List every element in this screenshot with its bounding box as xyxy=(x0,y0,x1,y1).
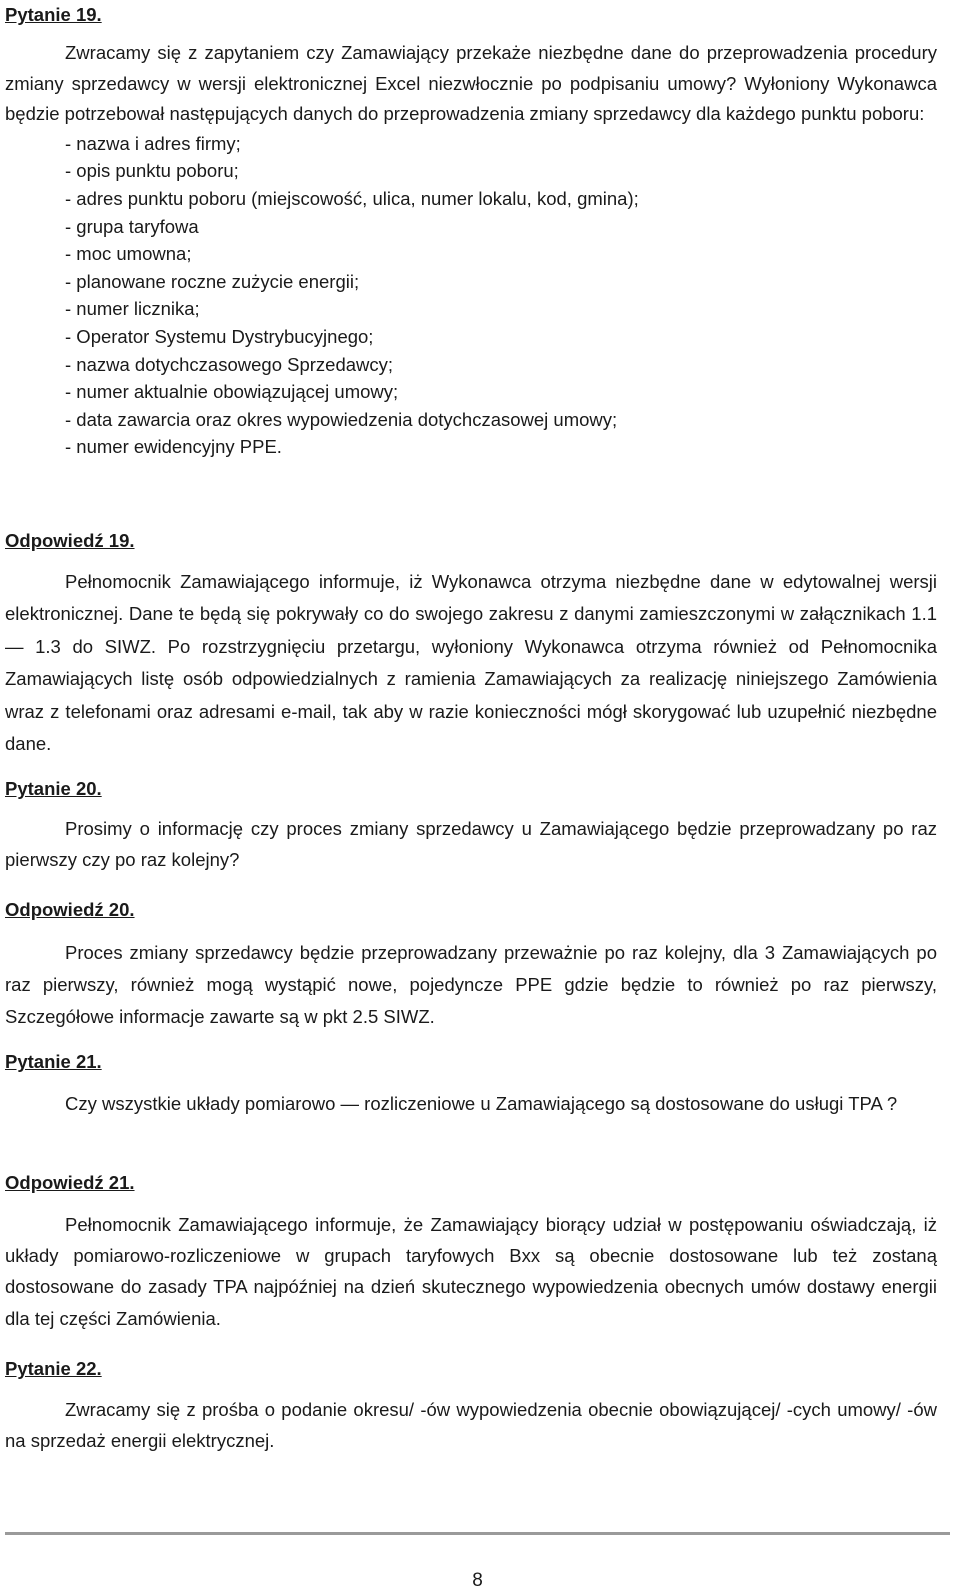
list-item: - nazwa dotychczasowego Sprzedawcy; xyxy=(65,353,394,375)
list-item: - numer licznika; xyxy=(65,298,200,320)
answer-heading-19: Odpowiedź 19. xyxy=(5,530,135,551)
footer-divider xyxy=(5,1532,950,1535)
answer-text-21: Pełnomocnik Zamawiającego informuje, że Zamawiający biorący udział w postępowaniu oświadczają, iż układy pomiarowo-rozliczeniowe w grupach taryfowych Bxx są obecnie dostosowane lub też zostaną dostosowane do zasady TPA najpóźniej na dzień skutecznego wypowiedzenia obecnych umów dostawy energii dla tej części Zamówienia. xyxy=(5,1214,937,1329)
list-item: - moc umowna; xyxy=(65,243,192,265)
list-item: - Operator Systemu Dystrybucyjnego; xyxy=(65,325,374,347)
answer-heading-21: Odpowiedź 21. xyxy=(5,1172,135,1193)
list-item: - planowane roczne zużycie energii; xyxy=(65,270,360,292)
question-text-19: Zwracamy się z zapytaniem czy Zamawiający przekaże niezbędne dane do przeprowadzenia procedury zmiany sprzedawcy w wersji elektronicznej Excel niezwłocznie po podpisaniu umowy? Wyłoniony Wykonawca będzie potrzebował następujących danych do przeprowadzenia zmiany sprzedawcy dla każdego punktu poboru: xyxy=(5,42,937,125)
page-number: 8 xyxy=(472,1570,483,1591)
question-text-20: Prosimy o informację czy proces zmiany sprzedawcy u Zamawiającego będzie przeprowadzany po raz pierwszy czy po raz kolejny? xyxy=(5,818,937,870)
list-item: - numer aktualnie obowiązującej umowy; xyxy=(65,381,399,403)
answer-heading-20: Odpowiedź 20. xyxy=(5,899,135,920)
question-heading-21: Pytanie 21. xyxy=(5,1051,102,1072)
answer-text-20: Proces zmiany sprzedawcy będzie przeprowadzany przeważnie po raz kolejny, dla 3 Zamawiających po raz pierwszy, również mogą wystąpić nowe, pojedyncze PPE gdzie będzie to również po raz pierwszy, Szczegółowe informacje zawarte są w pkt 2.5 SIWZ. xyxy=(5,942,937,1027)
list-item: - adres punktu poboru (miejscowość, ulica, numer lokalu, kod, gmina); xyxy=(65,187,639,209)
list-item: - nazwa i adres firmy; xyxy=(65,132,241,154)
list-item: - data zawarcia oraz okres wypowiedzenia dotychczasowej umowy; xyxy=(65,408,618,430)
question-heading-20: Pytanie 20. xyxy=(5,778,102,799)
question-heading-22: Pytanie 22. xyxy=(5,1358,102,1379)
question-body-19 xyxy=(5,38,937,461)
question-text-22: Zwracamy się z prośba o podanie okresu/ -ów wypowiedzenia obecnie obowiązującej/ -cych umowy/ -ów na sprzedaż energii elektrycznej. xyxy=(5,1399,937,1451)
list-item: - grupa taryfowa xyxy=(65,215,199,237)
list-item: - opis punktu poboru; xyxy=(65,160,239,182)
question-heading-19: Pytanie 19. xyxy=(5,4,102,25)
required-data-list xyxy=(5,130,937,461)
answer-text-19: Pełnomocnik Zamawiającego informuje, iż Wykonawca otrzyma niezbędne dane w edytowalnej wersji elektronicznej. Dane te będą się pokrywały co do swojego zakresu z danymi zamieszczonymi w załącznikach 1.1 — 1.3 do SIWZ. Po rozstrzygnięciu przetargu, wyłoniony Wykonawca otrzyma również od Pełnomocnika Zamawiających listę osób odpowiedzialnych z ramienia Zamawiających za realizację niniejszego Zamówienia wraz z telefonami oraz adresami e-mail, tak aby w razie konieczności mógł skorygować lub uzupełnić niezbędne dane. xyxy=(5,571,937,755)
question-text-21: Czy wszystkie układy pomiarowo — rozliczeniowe u Zamawiającego są dostosowane do usługi TPA ? xyxy=(65,1093,898,1114)
list-item: - numer ewidencyjny PPE. xyxy=(65,436,282,458)
